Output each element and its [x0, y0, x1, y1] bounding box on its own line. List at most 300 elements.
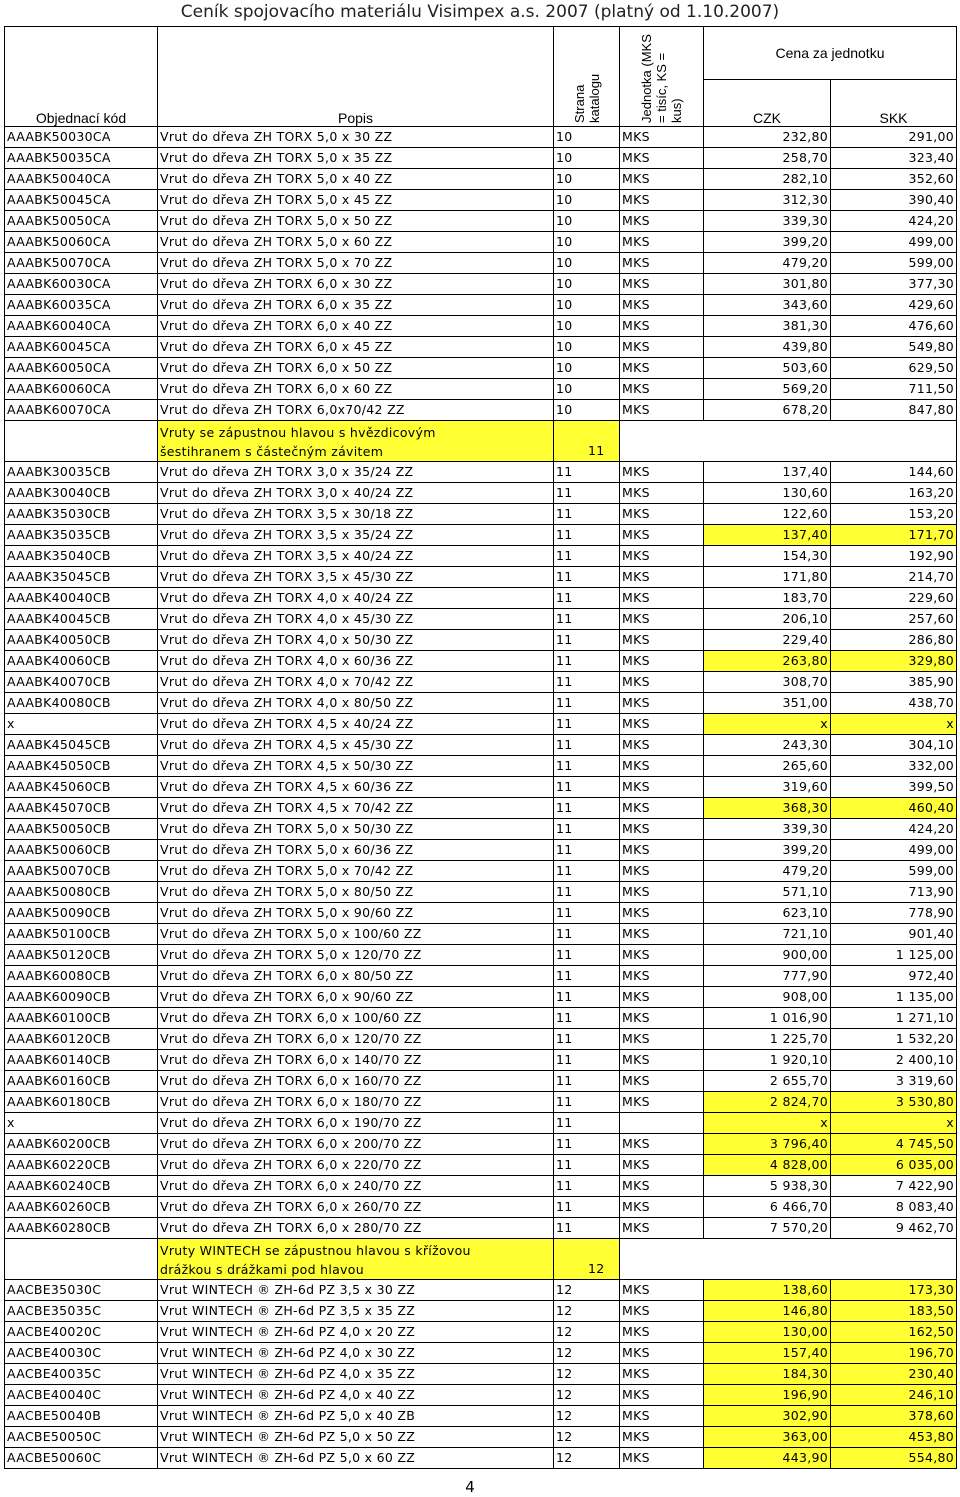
- cell-price-czk: 443,90: [704, 1448, 831, 1469]
- cell-code: AAABK50060CB: [5, 840, 158, 861]
- cell-code: AAABK60045CA: [5, 337, 158, 358]
- cell-price-czk: 232,80: [704, 127, 831, 148]
- table-row: [5, 127, 957, 148]
- cell-price-skk: 424,20: [831, 211, 957, 232]
- cell-code: AAABK60140CB: [5, 1050, 158, 1071]
- cell-catalog-page: 11: [554, 483, 620, 504]
- cell-price-czk: 7 570,20: [704, 1218, 831, 1239]
- cell-description: Vrut do dřeva ZH TORX 5,0 x 45 ZZ: [158, 190, 554, 211]
- cell-code: AAABK60220CB: [5, 1155, 158, 1176]
- cell-price-skk: 291,00: [831, 127, 957, 148]
- cell-description: Vrut do dřeva ZH TORX 6,0 x 90/60 ZZ: [158, 987, 554, 1008]
- cell-unit: MKS: [620, 462, 704, 483]
- table-row: [5, 924, 957, 945]
- cell-description: Vrut do dřeva ZH TORX 5,0 x 35 ZZ: [158, 148, 554, 169]
- cell-code: AAABK45060CB: [5, 777, 158, 798]
- table-row: [5, 966, 957, 987]
- cell-unit: MKS: [620, 1343, 704, 1364]
- cell-code: AAABK40040CB: [5, 588, 158, 609]
- cell-description: Vrut WINTECH ® ZH-6d PZ 5,0 x 40 ZB: [158, 1406, 554, 1427]
- table-row: [5, 232, 957, 253]
- section-catalog-page: 12: [554, 1239, 620, 1280]
- cell-catalog-page: 11: [554, 714, 620, 735]
- cell-price-skk: 390,40: [831, 190, 957, 211]
- cell-description: Vrut do dřeva ZH TORX 6,0 x 240/70 ZZ: [158, 1176, 554, 1197]
- cell-description: Vrut do dřeva ZH TORX 5,0 x 90/60 ZZ: [158, 903, 554, 924]
- cell-price-czk: 3 796,40: [704, 1134, 831, 1155]
- cell-catalog-page: 10: [554, 379, 620, 400]
- cell-catalog-page: 11: [554, 630, 620, 651]
- cell-catalog-page: 12: [554, 1301, 620, 1322]
- cell-catalog-page: 10: [554, 274, 620, 295]
- cell-catalog-page: 11: [554, 588, 620, 609]
- section-title-line: Vruty se zápustnou hlavou s hvězdicovým: [160, 425, 436, 440]
- cell-code: x: [5, 714, 158, 735]
- cell-catalog-page: 11: [554, 819, 620, 840]
- cell-price-skk: 972,40: [831, 966, 957, 987]
- cell-price-skk: 304,10: [831, 735, 957, 756]
- cell-price-czk: 399,20: [704, 232, 831, 253]
- cell-price-czk: 339,30: [704, 819, 831, 840]
- cell-unit: MKS: [620, 924, 704, 945]
- cell-code: AAABK30035CB: [5, 462, 158, 483]
- cell-price-czk: 777,90: [704, 966, 831, 987]
- table-row: [5, 945, 957, 966]
- cell-unit: MKS: [620, 127, 704, 148]
- cell-price-czk: 282,10: [704, 169, 831, 190]
- cell-unit: MKS: [620, 1406, 704, 1427]
- table-row: [5, 987, 957, 1008]
- cell-code: AAABK50090CB: [5, 903, 158, 924]
- cell-price-skk: 1 125,00: [831, 945, 957, 966]
- cell-price-czk: 183,70: [704, 588, 831, 609]
- cell-description: Vrut do dřeva ZH TORX 4,0 x 70/42 ZZ: [158, 672, 554, 693]
- cell-price-czk: 503,60: [704, 358, 831, 379]
- cell-description: Vrut do dřeva ZH TORX 5,0 x 60/36 ZZ: [158, 840, 554, 861]
- cell-price-czk: 265,60: [704, 756, 831, 777]
- cell-unit: MKS: [620, 651, 704, 672]
- cell-description: Vrut do dřeva ZH TORX 6,0 x 140/70 ZZ: [158, 1050, 554, 1071]
- cell-description: Vrut do dřeva ZH TORX 3,5 x 45/30 ZZ: [158, 567, 554, 588]
- cell-code: AAABK40060CB: [5, 651, 158, 672]
- table-row: [5, 316, 957, 337]
- cell-code: AAABK45045CB: [5, 735, 158, 756]
- cell-code: AAABK50050CB: [5, 819, 158, 840]
- table-row: [5, 358, 957, 379]
- cell-catalog-page: 12: [554, 1280, 620, 1301]
- cell-price-czk: 137,40: [704, 462, 831, 483]
- cell-unit: MKS: [620, 630, 704, 651]
- cell-price-skk: 599,00: [831, 253, 957, 274]
- cell-description: Vrut do dřeva ZH TORX 4,0 x 45/30 ZZ: [158, 609, 554, 630]
- cell-catalog-page: 11: [554, 861, 620, 882]
- cell-unit: MKS: [620, 672, 704, 693]
- cell-price-skk: 901,40: [831, 924, 957, 945]
- cell-code: AAABK60070CA: [5, 400, 158, 421]
- cell-catalog-page: 11: [554, 756, 620, 777]
- cell-price-czk: 399,20: [704, 840, 831, 861]
- cell-description: Vrut do dřeva ZH TORX 6,0 x 30 ZZ: [158, 274, 554, 295]
- cell-description: Vrut do dřeva ZH TORX 5,0 x 120/70 ZZ: [158, 945, 554, 966]
- cell-price-czk: 2 655,70: [704, 1071, 831, 1092]
- cell-description: Vrut do dřeva ZH TORX 3,5 x 35/24 ZZ: [158, 525, 554, 546]
- cell-catalog-page: 11: [554, 924, 620, 945]
- cell-catalog-page: 10: [554, 358, 620, 379]
- cell-catalog-page: 11: [554, 1008, 620, 1029]
- table-row: [5, 840, 957, 861]
- cell-price-skk: 8 083,40: [831, 1197, 957, 1218]
- cell-code: AAABK50050CA: [5, 211, 158, 232]
- cell-description: Vrut do dřeva ZH TORX 4,5 x 45/30 ZZ: [158, 735, 554, 756]
- table-row: [5, 1071, 957, 1092]
- cell-price-czk: 146,80: [704, 1301, 831, 1322]
- cell-price-skk: 3 319,60: [831, 1071, 957, 1092]
- cell-price-czk: 721,10: [704, 924, 831, 945]
- cell-code: AACBE40035C: [5, 1364, 158, 1385]
- cell-description: Vrut do dřeva ZH TORX 6,0 x 80/50 ZZ: [158, 966, 554, 987]
- cell-price-skk: 214,70: [831, 567, 957, 588]
- cell-catalog-page: 12: [554, 1343, 620, 1364]
- cell-unit: MKS: [620, 1301, 704, 1322]
- cell-description: Vrut do dřeva ZH TORX 6,0 x 50 ZZ: [158, 358, 554, 379]
- table-row: [5, 588, 957, 609]
- cell-unit: MKS: [620, 1427, 704, 1448]
- cell-code: AACBE50050C: [5, 1427, 158, 1448]
- cell-price-czk: 130,60: [704, 483, 831, 504]
- cell-description: Vrut WINTECH ® ZH-6d PZ 4,0 x 30 ZZ: [158, 1343, 554, 1364]
- cell-description: Vrut WINTECH ® ZH-6d PZ 3,5 x 30 ZZ: [158, 1280, 554, 1301]
- cell-price-czk: 363,00: [704, 1427, 831, 1448]
- cell-unit: [620, 1113, 704, 1134]
- cell-description: Vrut do dřeva ZH TORX 4,5 x 70/42 ZZ: [158, 798, 554, 819]
- cell-price-skk: 778,90: [831, 903, 957, 924]
- cell-unit: MKS: [620, 945, 704, 966]
- cell-unit: MKS: [620, 756, 704, 777]
- cell-code: AACBE50060C: [5, 1448, 158, 1469]
- section-title: [158, 1239, 554, 1280]
- cell-code: AAABK60280CB: [5, 1218, 158, 1239]
- cell-unit: MKS: [620, 1218, 704, 1239]
- table-row: [5, 609, 957, 630]
- cell-price-skk: 192,90: [831, 546, 957, 567]
- cell-price-czk: 6 466,70: [704, 1197, 831, 1218]
- cell-description: Vrut do dřeva ZH TORX 5,0 x 60 ZZ: [158, 232, 554, 253]
- table-row: [5, 1427, 957, 1448]
- cell-catalog-page: 10: [554, 127, 620, 148]
- cell-price-czk: 319,60: [704, 777, 831, 798]
- header-catalog-page: [554, 27, 620, 127]
- table-row: [5, 1197, 957, 1218]
- cell-code: AAABK60160CB: [5, 1071, 158, 1092]
- cell-catalog-page: 12: [554, 1364, 620, 1385]
- cell-description: Vrut do dřeva ZH TORX 6,0 x 260/70 ZZ: [158, 1197, 554, 1218]
- cell-price-skk: 196,70: [831, 1343, 957, 1364]
- cell-code: AACBE50040B: [5, 1406, 158, 1427]
- cell-price-skk: 3 530,80: [831, 1092, 957, 1113]
- cell-price-czk: 171,80: [704, 567, 831, 588]
- cell-code: AAABK50035CA: [5, 148, 158, 169]
- cell-description: Vrut do dřeva ZH TORX 6,0 x 40 ZZ: [158, 316, 554, 337]
- cell-catalog-page: 12: [554, 1385, 620, 1406]
- cell-unit: MKS: [620, 1322, 704, 1343]
- cell-description: Vrut do dřeva ZH TORX 6,0 x 200/70 ZZ: [158, 1134, 554, 1155]
- cell-price-skk: 377,30: [831, 274, 957, 295]
- table-row: [5, 274, 957, 295]
- cell-description: Vrut do dřeva ZH TORX 6,0 x 45 ZZ: [158, 337, 554, 358]
- section-title-line: drážkou s drážkami pod hlavou: [160, 1262, 364, 1277]
- cell-code: AAABK30040CB: [5, 483, 158, 504]
- cell-price-czk: 301,80: [704, 274, 831, 295]
- table-row: [5, 1176, 957, 1197]
- table-row: [5, 1113, 957, 1134]
- table-row: [5, 1008, 957, 1029]
- cell-price-skk: 399,50: [831, 777, 957, 798]
- cell-price-czk: 343,60: [704, 295, 831, 316]
- cell-description: Vrut do dřeva ZH TORX 4,5 x 60/36 ZZ: [158, 777, 554, 798]
- table-row: [5, 1050, 957, 1071]
- table-row: [5, 546, 957, 567]
- cell-description: Vrut do dřeva ZH TORX 5,0 x 50/30 ZZ: [158, 819, 554, 840]
- cell-price-czk: x: [704, 1113, 831, 1134]
- cell-code: AACBE35035C: [5, 1301, 158, 1322]
- cell-description: Vrut do dřeva ZH TORX 5,0 x 70/42 ZZ: [158, 861, 554, 882]
- cell-price-czk: 678,20: [704, 400, 831, 421]
- cell-price-skk: 1 271,10: [831, 1008, 957, 1029]
- cell-price-czk: 130,00: [704, 1322, 831, 1343]
- cell-description: Vrut do dřeva ZH TORX 5,0 x 40 ZZ: [158, 169, 554, 190]
- cell-description: Vrut WINTECH ® ZH-6d PZ 3,5 x 35 ZZ: [158, 1301, 554, 1322]
- table-row: [5, 735, 957, 756]
- cell-price-skk: 286,80: [831, 630, 957, 651]
- cell-catalog-page: 12: [554, 1448, 620, 1469]
- table-row: [5, 400, 957, 421]
- cell-price-skk: 378,60: [831, 1406, 957, 1427]
- cell-code: AACBE40030C: [5, 1343, 158, 1364]
- table-row: [5, 567, 957, 588]
- table-row: [5, 1322, 957, 1343]
- cell-code: AAABK40080CB: [5, 693, 158, 714]
- table-row: [5, 1301, 957, 1322]
- cell-code: AACBE40020C: [5, 1322, 158, 1343]
- cell-price-skk: 7 422,90: [831, 1176, 957, 1197]
- cell-price-skk: 2 400,10: [831, 1050, 957, 1071]
- cell-price-czk: 1 920,10: [704, 1050, 831, 1071]
- section-catalog-page: 11: [554, 421, 620, 462]
- cell-code: AAABK50080CB: [5, 882, 158, 903]
- header-unit-price: Cena za jednotku: [704, 27, 957, 80]
- cell-unit: MKS: [620, 1071, 704, 1092]
- cell-code: AAABK35040CB: [5, 546, 158, 567]
- cell-catalog-page: 10: [554, 337, 620, 358]
- cell-price-skk: x: [831, 1113, 957, 1134]
- cell-description: Vrut do dřeva ZH TORX 3,0 x 40/24 ZZ: [158, 483, 554, 504]
- cell-description: Vrut WINTECH ® ZH-6d PZ 5,0 x 50 ZZ: [158, 1427, 554, 1448]
- cell-description: Vrut do dřeva ZH TORX 6,0 x 100/60 ZZ: [158, 1008, 554, 1029]
- table-row: [5, 798, 957, 819]
- cell-unit: MKS: [620, 190, 704, 211]
- cell-price-czk: 4 828,00: [704, 1155, 831, 1176]
- cell-catalog-page: 10: [554, 190, 620, 211]
- cell-unit: MKS: [620, 358, 704, 379]
- cell-description: Vrut do dřeva ZH TORX 3,5 x 40/24 ZZ: [158, 546, 554, 567]
- header-czk: CZK: [704, 80, 831, 127]
- cell-price-skk: 1 135,00: [831, 987, 957, 1008]
- cell-catalog-page: 11: [554, 966, 620, 987]
- page-title: Ceník spojovacího materiálu Visimpex a.s. 2007 (platný od 1.10.2007): [180, 2, 780, 22]
- cell-price-czk: 439,80: [704, 337, 831, 358]
- cell-price-czk: 900,00: [704, 945, 831, 966]
- section-title-line: Vruty WINTECH se zápustnou hlavou s křížovou: [160, 1243, 471, 1258]
- cell-unit: MKS: [620, 882, 704, 903]
- cell-unit: MKS: [620, 966, 704, 987]
- cell-price-skk: 438,70: [831, 693, 957, 714]
- cell-catalog-page: 11: [554, 882, 620, 903]
- cell-unit: MKS: [620, 861, 704, 882]
- cell-code: AAABK40045CB: [5, 609, 158, 630]
- cell-catalog-page: 11: [554, 693, 620, 714]
- table-row: [5, 253, 957, 274]
- cell-price-skk: 332,00: [831, 756, 957, 777]
- cell-unit: MKS: [620, 316, 704, 337]
- table-row: [5, 672, 957, 693]
- cell-price-skk: 499,00: [831, 840, 957, 861]
- cell-code: AAABK60200CB: [5, 1134, 158, 1155]
- table-row: [5, 504, 957, 525]
- cell-price-skk: 554,80: [831, 1448, 957, 1469]
- cell-price-skk: 629,50: [831, 358, 957, 379]
- cell-description: Vrut do dřeva ZH TORX 6,0 x 280/70 ZZ: [158, 1218, 554, 1239]
- table-row: [5, 483, 957, 504]
- table-row: [5, 1134, 957, 1155]
- cell-catalog-page: 11: [554, 609, 620, 630]
- table-row: [5, 777, 957, 798]
- cell-price-skk: 257,60: [831, 609, 957, 630]
- cell-catalog-page: 11: [554, 462, 620, 483]
- table-row: [5, 1406, 957, 1427]
- cell-unit: MKS: [620, 1448, 704, 1469]
- cell-price-skk: 162,50: [831, 1322, 957, 1343]
- table-row: [5, 1155, 957, 1176]
- cell-description: Vrut do dřeva ZH TORX 5,0 x 50 ZZ: [158, 211, 554, 232]
- cell-price-czk: 569,20: [704, 379, 831, 400]
- cell-catalog-page: 10: [554, 295, 620, 316]
- cell-code: AAABK60260CB: [5, 1197, 158, 1218]
- cell-code: AACBE35030C: [5, 1280, 158, 1301]
- cell-unit: MKS: [620, 148, 704, 169]
- cell-code: AAABK50030CA: [5, 127, 158, 148]
- cell-price-skk: 476,60: [831, 316, 957, 337]
- table-row: [5, 1029, 957, 1050]
- cell-code: AAABK35045CB: [5, 567, 158, 588]
- table-row: [5, 295, 957, 316]
- cell-catalog-page: 11: [554, 672, 620, 693]
- cell-code: AAABK35030CB: [5, 504, 158, 525]
- cell-code: AAABK60090CB: [5, 987, 158, 1008]
- cell-code: AAABK60180CB: [5, 1092, 158, 1113]
- cell-code: AAABK35035CB: [5, 525, 158, 546]
- cell-price-czk: 229,40: [704, 630, 831, 651]
- cell-price-skk: 385,90: [831, 672, 957, 693]
- table-row: [5, 651, 957, 672]
- cell-catalog-page: 10: [554, 232, 620, 253]
- cell-description: Vrut do dřeva ZH TORX 6,0 x 120/70 ZZ: [158, 1029, 554, 1050]
- cell-unit: MKS: [620, 693, 704, 714]
- cell-catalog-page: 11: [554, 567, 620, 588]
- cell-unit: MKS: [620, 1197, 704, 1218]
- cell-price-czk: 1 016,90: [704, 1008, 831, 1029]
- cell-price-czk: 258,70: [704, 148, 831, 169]
- cell-catalog-page: 12: [554, 1322, 620, 1343]
- section-title-line: šestihranem s částečným závitem: [160, 444, 384, 459]
- cell-unit: MKS: [620, 840, 704, 861]
- cell-price-skk: 183,50: [831, 1301, 957, 1322]
- cell-unit: MKS: [620, 504, 704, 525]
- cell-price-skk: 847,80: [831, 400, 957, 421]
- cell-price-skk: 246,10: [831, 1385, 957, 1406]
- header-unit: [620, 27, 704, 127]
- table-row: [5, 148, 957, 169]
- cell-description: Vrut do dřeva ZH TORX 6,0 x 160/70 ZZ: [158, 1071, 554, 1092]
- cell-catalog-page: 10: [554, 169, 620, 190]
- cell-price-skk: 230,40: [831, 1364, 957, 1385]
- cell-catalog-page: 11: [554, 546, 620, 567]
- cell-code: AACBE40040C: [5, 1385, 158, 1406]
- cell-price-czk: 137,40: [704, 525, 831, 546]
- section-title: [158, 421, 554, 462]
- cell-code: AAABK40070CB: [5, 672, 158, 693]
- cell-unit: MKS: [620, 588, 704, 609]
- cell-unit: MKS: [620, 379, 704, 400]
- price-table: [4, 26, 957, 1469]
- cell-description: Vrut do dřeva ZH TORX 5,0 x 30 ZZ: [158, 127, 554, 148]
- cell-unit: MKS: [620, 400, 704, 421]
- cell-price-czk: 206,10: [704, 609, 831, 630]
- cell-unit: MKS: [620, 211, 704, 232]
- cell-price-skk: 229,60: [831, 588, 957, 609]
- cell-unit: MKS: [620, 798, 704, 819]
- cell-unit: MKS: [620, 1280, 704, 1301]
- cell-price-skk: 429,60: [831, 295, 957, 316]
- cell-description: Vrut do dřeva ZH TORX 5,0 x 80/50 ZZ: [158, 882, 554, 903]
- cell-price-czk: 243,30: [704, 735, 831, 756]
- cell-price-czk: 302,90: [704, 1406, 831, 1427]
- cell-description: Vrut do dřeva ZH TORX 6,0 x 180/70 ZZ: [158, 1092, 554, 1113]
- cell-price-skk: 4 745,50: [831, 1134, 957, 1155]
- cell-price-skk: 1 532,20: [831, 1029, 957, 1050]
- cell-code: AAABK60120CB: [5, 1029, 158, 1050]
- cell-price-skk: 144,60: [831, 462, 957, 483]
- cell-description: Vrut do dřeva ZH TORX 6,0 x 60 ZZ: [158, 379, 554, 400]
- section-header-row: [5, 1239, 957, 1280]
- cell-unit: MKS: [620, 1176, 704, 1197]
- cell-code: AAABK45050CB: [5, 756, 158, 777]
- cell-price-czk: 381,30: [704, 316, 831, 337]
- cell-catalog-page: 11: [554, 1071, 620, 1092]
- cell-catalog-page: 11: [554, 777, 620, 798]
- cell-catalog-page: 10: [554, 253, 620, 274]
- cell-price-czk: 1 225,70: [704, 1029, 831, 1050]
- cell-description: Vrut WINTECH ® ZH-6d PZ 5,0 x 60 ZZ: [158, 1448, 554, 1469]
- section-header-row: [5, 421, 957, 462]
- cell-catalog-page: 12: [554, 1406, 620, 1427]
- cell-price-czk: 479,20: [704, 253, 831, 274]
- cell-catalog-page: 10: [554, 148, 620, 169]
- cell-price-czk: 339,30: [704, 211, 831, 232]
- cell-price-skk: 153,20: [831, 504, 957, 525]
- cell-price-skk: 6 035,00: [831, 1155, 957, 1176]
- cell-description: Vrut do dřeva ZH TORX 6,0 x 35 ZZ: [158, 295, 554, 316]
- cell-catalog-page: 12: [554, 1427, 620, 1448]
